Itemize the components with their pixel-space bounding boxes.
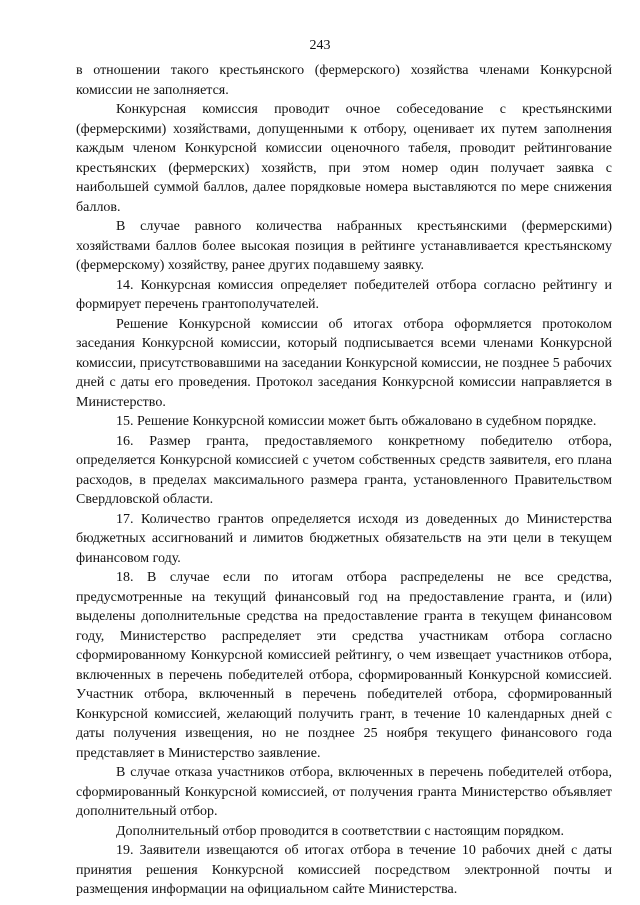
paragraph-equal-score: В случае равного количества набранных крестьянскими (фермерскими) хозяйствами баллов более высокая позиция в рейтинге устанавливается крестьянскому (фермерскому) хозяйству, ранее других подавшему заявку. (76, 219, 612, 273)
paragraph-item-19: 19. Заявители извещаются об итогах отбора в течение 10 рабочих дней с даты принятия решения Конкурсной комиссией посредством электронной почты и размещения информации на официальном сайте Министерства. (76, 843, 612, 897)
page-number: 243 (309, 38, 331, 53)
paragraph-interview-rating: Конкурсная комиссия проводит очное собеседование с крестьянскими (фермерскими) хозяйствами, допущенными к отбору, оценивает их путем заполнения каждым членом Конкурсной комиссии оценочного табеля, проводит рейтингование крестьянских (фермерских) хозяйств, при этом номер один получает заявка с наибольшей суммой баллов, далее порядковые номера выставляются по мере снижения баллов. (76, 102, 612, 215)
paragraph-item-16: 16. Размер гранта, предоставляемого конкретному победителю отбора, определяется Конкурсной комиссией с учетом собственных средств заявителя, его плана расходов, в пределах максимального размера гранта, установленного Правительством Свердловской области. (76, 433, 612, 507)
paragraph-continuation: в отношении такого крестьянского (фермерского) хозяйства членами Конкурсной комиссии не заполняется. (76, 63, 612, 98)
paragraph-additional-selection: Дополнительный отбор проводится в соответствии с настоящим порядком. (116, 823, 564, 839)
paragraph-item-15: 15. Решение Конкурсной комиссии может быть обжаловано в судебном порядке. (116, 414, 597, 429)
paragraph-commission-protocol: Решение Конкурсной комиссии об итогах отбора оформляется протоколом заседания Конкурсной комиссии, который подписывается всеми членами Конкурсной комиссии, присутствовавшими на заседании Конкурсной комиссии, не позднее 5 рабочих дней с даты его проведения. Протокол заседания Конкурсной комиссии направляется в Министерство. (76, 316, 612, 410)
paragraph-refusal: В случае отказа участников отбора, включенных в перечень победителей отбора, сформированный Конкурсной комиссией, от получения гранта Министерство объявляет дополнительный отбор. (76, 765, 612, 819)
paragraph-item-18: 18. В случае если по итогам отбора распределены не все средства, предусмотренные на текущий финансовый год на предоставление гранта, и (или) выделены дополнительные средства на предоставление гранта в текущем финансовом году, Министерство распределяет эти средства участникам отбора согласно сформированному Конкурсной комиссией рейтингу, о чем извещает участников отбора, включенных в перечень победителей отбора, сформированный Конкурсной комиссией. Участник отбора, включенный в перечень победителей отбора, сформированный Конкурсной комиссией, желающий получить грант, в течение 10 календарных дней с даты получения извещения, но не позднее 25 ноября текущего финансового года представляет в Министерство заявление. (76, 570, 612, 761)
paragraph-item-17: 17. Количество грантов определяется исходя из доведенных до Министерства бюджетных ассигнований и лимитов бюджетных обязательств на эти цели в текущем финансовом году. (76, 511, 612, 566)
document-body (76, 61, 612, 900)
paragraph-item-14: 14. Конкурсная комиссия определяет победителей отбора согласно рейтингу и формирует перечень грантополучателей. (76, 277, 612, 312)
